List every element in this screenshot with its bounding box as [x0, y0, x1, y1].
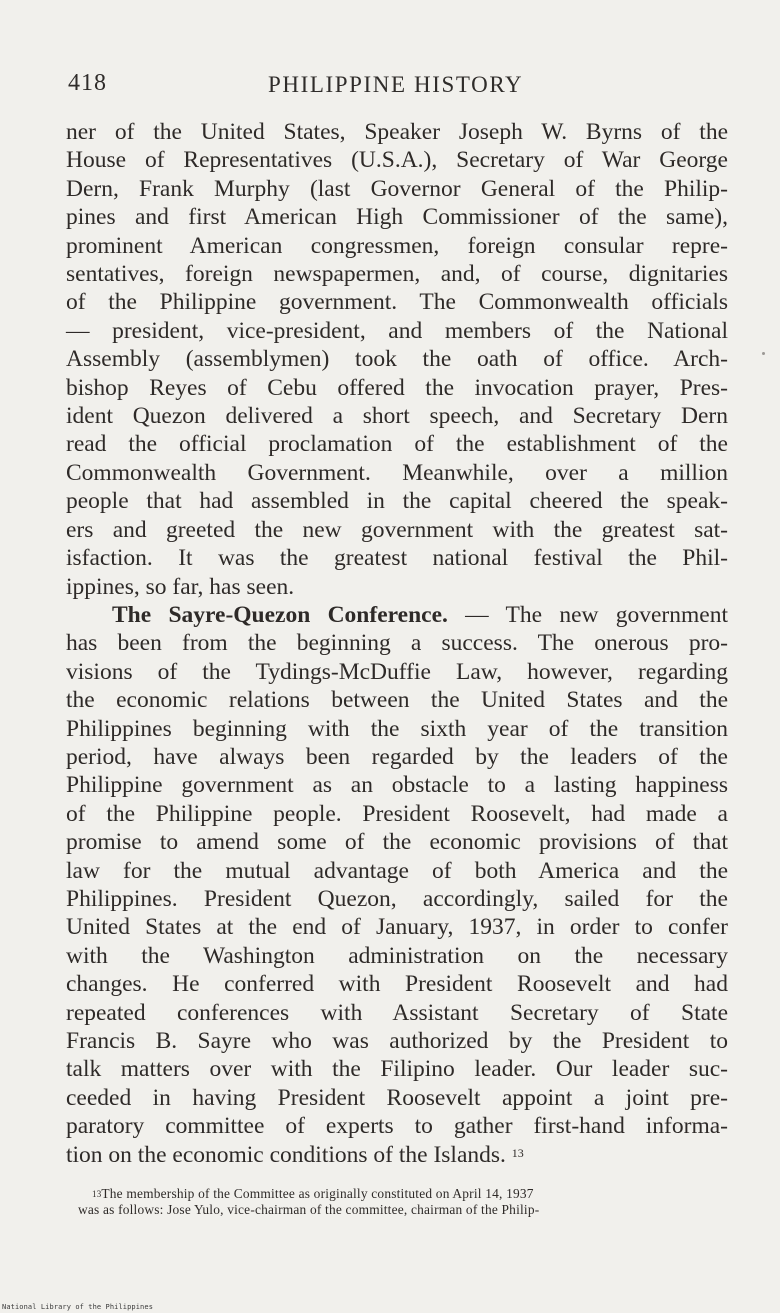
- text-line: paratory committee of experts to gather first-hand informa-: [66, 1113, 728, 1140]
- text-line: isfaction. It was the greatest national festival the Phil-: [66, 545, 728, 572]
- text-line: United States at the end of January, 1937, in order to confer: [66, 914, 728, 941]
- text-line: visions of the Tydings-McDuffie Law, however, regarding: [66, 658, 728, 685]
- text-line: Philippine government as an obstacle to a lasting happiness: [66, 772, 728, 799]
- text-line: ceeded in having President Roosevelt appoint a joint pre-: [66, 1084, 728, 1111]
- text-line: Dern, Frank Murphy (last Governor General of the Philip-: [66, 175, 728, 202]
- footnote-text: The membership of the Committee as originally constituted on April 14, 1937: [101, 1186, 534, 1201]
- section-heading-line: [66, 601, 728, 629]
- text-line: — president, vice-president, and members of the National: [66, 317, 728, 344]
- footnote-mark: 13: [92, 1189, 102, 1199]
- text-line: repeated conferences with Assistant Secretary of State: [66, 999, 728, 1026]
- running-title: PHILIPPINE HISTORY: [268, 72, 524, 97]
- running-head: [68, 70, 728, 100]
- text-line: ident Quezon delivered a short speech, and Secretary Dern: [66, 403, 728, 430]
- text-line: of the Philippine people. President Roosevelt, had made a: [66, 800, 728, 827]
- footnote-reference: 13: [511, 1145, 524, 1160]
- final-line-text: tion on the economic conditions of the Islands.: [66, 1141, 512, 1168]
- text-line: the economic relations between the United States and the: [66, 687, 728, 714]
- text-line: read the official proclamation of the establishment of the: [66, 431, 728, 458]
- text-line: period, have always been regarded by the leaders of the: [66, 743, 728, 770]
- text-line: prominent American congressmen, foreign consular repre-: [66, 232, 728, 259]
- text-line: House of Representatives (U.S.A.), Secretary of War George: [66, 147, 728, 174]
- text-line: promise to amend some of the economic provisions of that: [66, 829, 728, 856]
- text-line: bishop Reyes of Cebu offered the invocation prayer, Pres-: [66, 374, 728, 401]
- text-line: Philippines. President Quezon, accordingly, sailed for the: [66, 885, 728, 912]
- page-number: 418: [68, 70, 107, 96]
- text-line: pines and first American High Commissioner of the same),: [66, 204, 728, 231]
- text-line: of the Philippine government. The Commonwealth officials: [66, 289, 728, 316]
- text-line: talk matters over with the Filipino leader. Our leader suc-: [66, 1056, 728, 1083]
- paragraph-sayre-quezon-conference: [66, 601, 728, 1169]
- footnote-line: was as follows: Jose Yulo, vice-chairman of the committee, chairman of the Philip-: [78, 1202, 540, 1217]
- margin-speck: [762, 352, 765, 355]
- heading-continuation: — The new government: [447, 601, 729, 628]
- footnote-line: [78, 1186, 718, 1202]
- body-text: [66, 118, 728, 1169]
- text-line: ers and greeted the new government with the greatest sat-: [66, 516, 728, 543]
- section-heading: The Sayre-Quezon Conference.: [112, 601, 448, 628]
- text-line: sentatives, foreign newspapermen, and, of course, dignitaries: [66, 261, 728, 288]
- paragraph-commonwealth-inauguration: [66, 118, 728, 601]
- text-line: ner of the United States, Speaker Joseph W. Byrns of the: [66, 119, 728, 145]
- text-line: ippines, so far, has seen.: [66, 573, 295, 600]
- text-line: Philippines beginning with the sixth year of the transition: [66, 715, 728, 742]
- library-credit: National Library of the Philippines: [2, 1303, 154, 1311]
- text-line: Commonwealth Government. Meanwhile, over a million: [66, 459, 728, 486]
- text-line: Assembly (assemblymen) took the oath of office. Arch-: [66, 346, 728, 373]
- text-line-final: [66, 1141, 728, 1169]
- text-line: law for the mutual advantage of both America and the: [66, 857, 728, 884]
- text-line: changes. He conferred with President Roosevelt and had: [66, 971, 728, 998]
- text-line: has been from the beginning a success. The onerous pro-: [66, 630, 728, 657]
- text-line: people that had assembled in the capital cheered the speak-: [66, 488, 728, 515]
- text-line: Francis B. Sayre who was authorized by the President to: [66, 1028, 728, 1054]
- footnote: [78, 1186, 718, 1218]
- text-line: with the Washington administration on the necessary: [66, 942, 728, 969]
